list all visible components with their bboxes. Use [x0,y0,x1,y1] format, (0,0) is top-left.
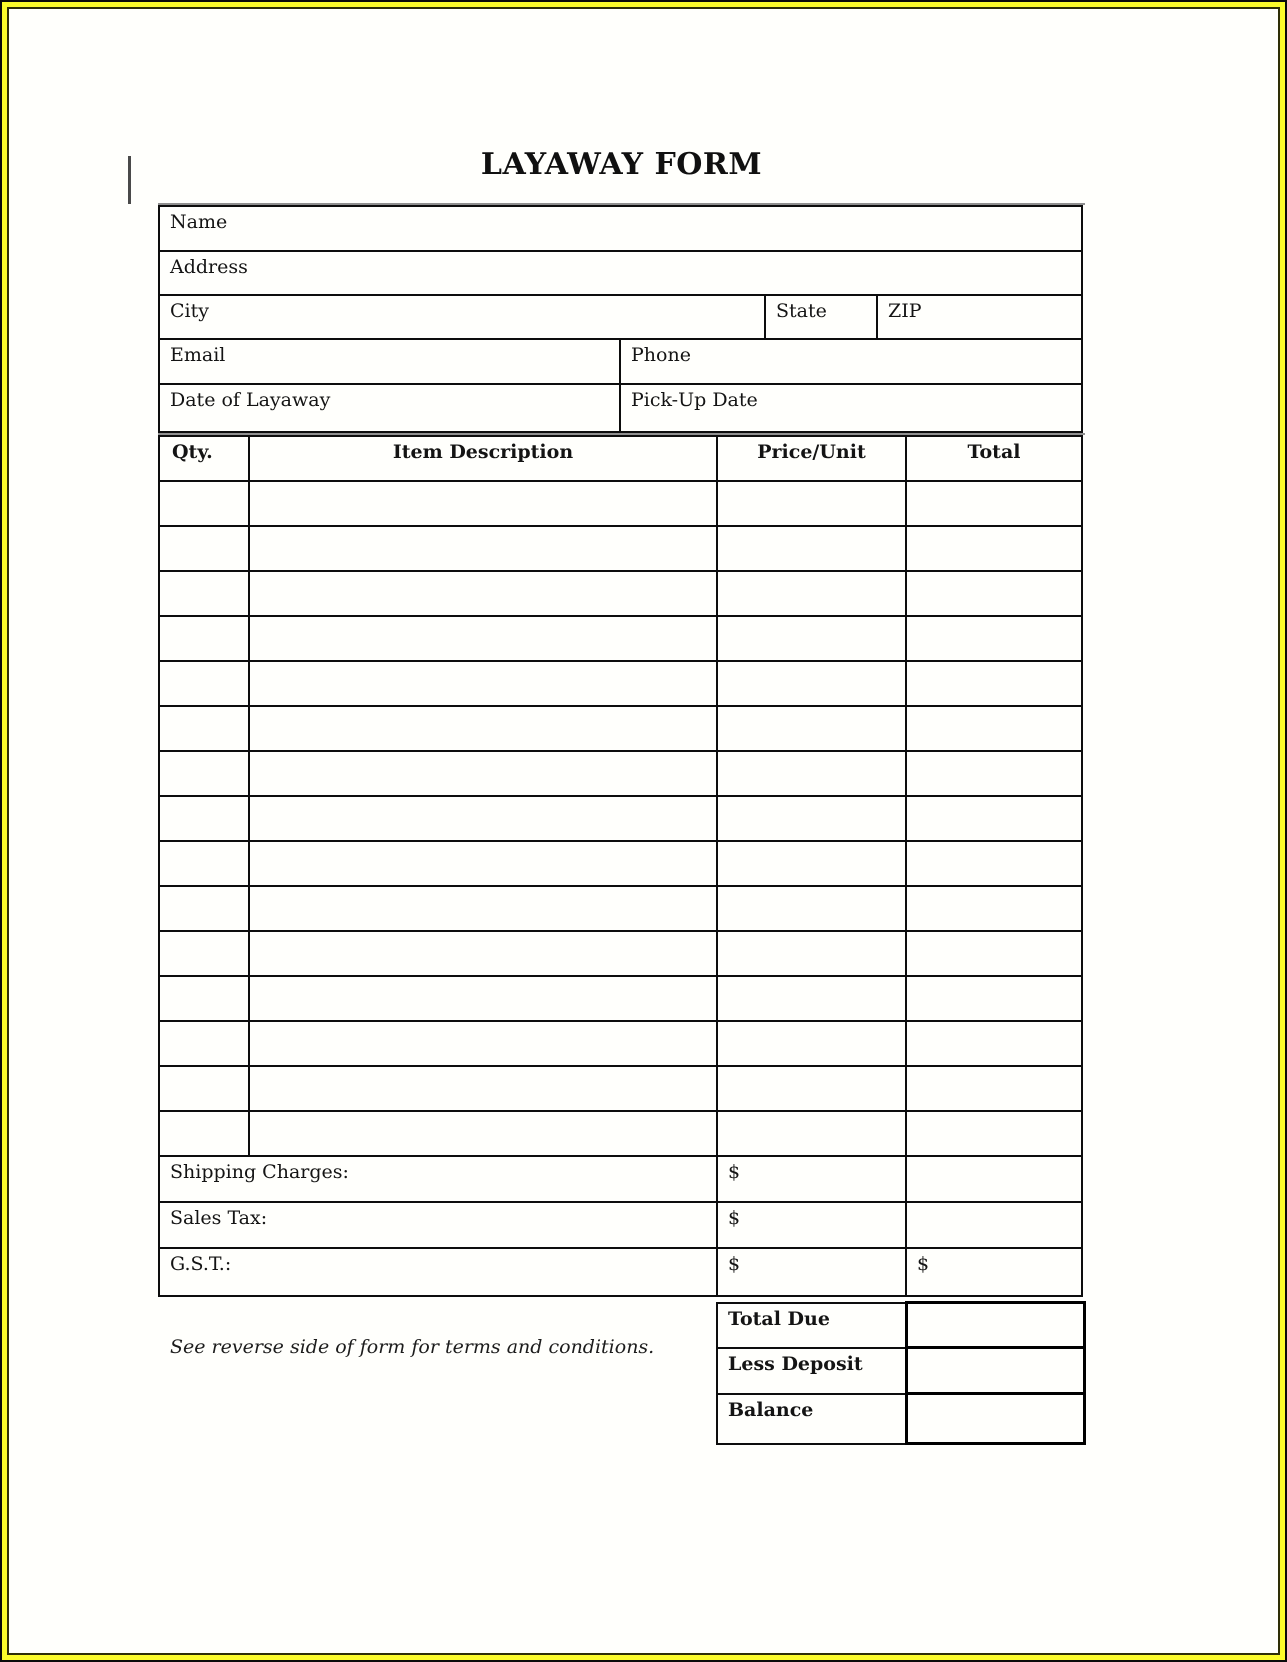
item-price-cell [717,751,906,796]
item-price-cell [717,571,906,616]
item-price-cell [717,1021,906,1066]
item-qty-cell [159,1066,249,1111]
item-row [159,886,1082,931]
customer-info-table [158,205,1083,433]
less-deposit-value-cell [906,1348,1084,1394]
shipping-charges-total-cell [906,1156,1082,1202]
less-deposit-row [717,1348,1084,1394]
balance-value-cell [906,1394,1084,1444]
item-total-cell [906,1111,1082,1156]
item-row [159,976,1082,1021]
item-description-cell [249,931,717,976]
price-unit-column-header: Price/Unit [717,436,906,481]
description-column-header: Item Description [249,436,717,481]
item-description-cell [249,751,717,796]
sales-tax-row [159,1202,1082,1248]
item-qty-cell [159,976,249,1021]
total-due-row [717,1303,1084,1348]
less-deposit-label-cell: Less Deposit [717,1348,906,1394]
item-row [159,1111,1082,1156]
item-qty-cell [159,481,249,526]
item-qty-cell [159,526,249,571]
terms-note: See reverse side of form for terms and conditions. [170,1336,655,1358]
item-price-cell [717,661,906,706]
balance-label-cell: Balance [717,1394,906,1444]
item-row [159,931,1082,976]
name-field-cell: Name [159,206,1082,251]
item-row [159,796,1082,841]
item-total-cell [906,661,1082,706]
sales-tax-price-cell: $ [717,1202,906,1248]
item-qty-cell [159,931,249,976]
item-total-cell [906,706,1082,751]
gst-price-cell: $ [717,1248,906,1296]
item-total-cell [906,481,1082,526]
item-qty-cell [159,571,249,616]
item-description-cell [249,571,717,616]
item-qty-cell [159,661,249,706]
items-table [158,435,1083,1297]
layaway-date-field-cell: Date of Layaway [159,384,620,432]
item-description-cell [249,526,717,571]
total-due-value-cell [906,1303,1084,1348]
gst-label-cell: G.S.T.: [159,1248,717,1296]
item-qty-cell [159,1021,249,1066]
item-total-cell [906,976,1082,1021]
item-qty-cell [159,886,249,931]
item-row [159,841,1082,886]
item-total-cell [906,1066,1082,1111]
total-column-header: Total [906,436,1082,481]
item-row [159,706,1082,751]
item-description-cell [249,1021,717,1066]
item-total-cell [906,1021,1082,1066]
balance-row [717,1394,1084,1444]
total-due-label-cell: Total Due [717,1303,906,1348]
item-price-cell [717,616,906,661]
item-price-cell [717,481,906,526]
item-price-cell [717,1111,906,1156]
item-price-cell [717,1066,906,1111]
item-total-cell [906,796,1082,841]
shipping-charges-price-cell: $ [717,1156,906,1202]
item-price-cell [717,931,906,976]
item-description-cell [249,976,717,1021]
item-description-cell [249,481,717,526]
address-field-cell: Address [159,251,1082,295]
item-row [159,751,1082,796]
text-cursor-artifact [128,156,131,204]
item-total-cell [906,526,1082,571]
item-price-cell [717,841,906,886]
qty-column-header: Qty. [159,436,249,481]
item-qty-cell [159,796,249,841]
item-price-cell [717,526,906,571]
item-total-cell [906,616,1082,661]
zip-field-cell: ZIP [877,295,1082,339]
item-row [159,1066,1082,1111]
item-description-cell [249,886,717,931]
item-row [159,1021,1082,1066]
item-qty-cell [159,751,249,796]
item-row [159,661,1082,706]
state-field-cell: State [765,295,877,339]
city-field-cell: City [159,295,765,339]
item-row [159,571,1082,616]
item-price-cell [717,706,906,751]
item-description-cell [249,661,717,706]
item-qty-cell [159,1111,249,1156]
item-description-cell [249,616,717,661]
email-field-cell: Email [159,339,620,384]
sales-tax-total-cell [906,1202,1082,1248]
item-total-cell [906,841,1082,886]
gst-row [159,1248,1082,1296]
item-row [159,526,1082,571]
item-row [159,481,1082,526]
item-total-cell [906,886,1082,931]
item-row [159,616,1082,661]
item-description-cell [249,796,717,841]
gst-total-cell: $ [906,1248,1082,1296]
item-qty-cell [159,841,249,886]
item-qty-cell [159,616,249,661]
item-description-cell [249,1111,717,1156]
item-description-cell [249,1066,717,1111]
sales-tax-label-cell: Sales Tax: [159,1202,717,1248]
item-description-cell [249,706,717,751]
item-total-cell [906,751,1082,796]
summary-table [716,1301,1086,1445]
shipping-charges-row [159,1156,1082,1202]
shipping-charges-label-cell: Shipping Charges: [159,1156,717,1202]
items-header-row [159,436,1082,481]
item-description-cell [249,841,717,886]
item-price-cell [717,796,906,841]
item-price-cell [717,886,906,931]
item-total-cell [906,931,1082,976]
pickup-date-field-cell: Pick-Up Date [620,384,1082,432]
page-title: LAYAWAY FORM [480,147,763,182]
item-total-cell [906,571,1082,616]
item-qty-cell [159,706,249,751]
phone-field-cell: Phone [620,339,1082,384]
item-price-cell [717,976,906,1021]
